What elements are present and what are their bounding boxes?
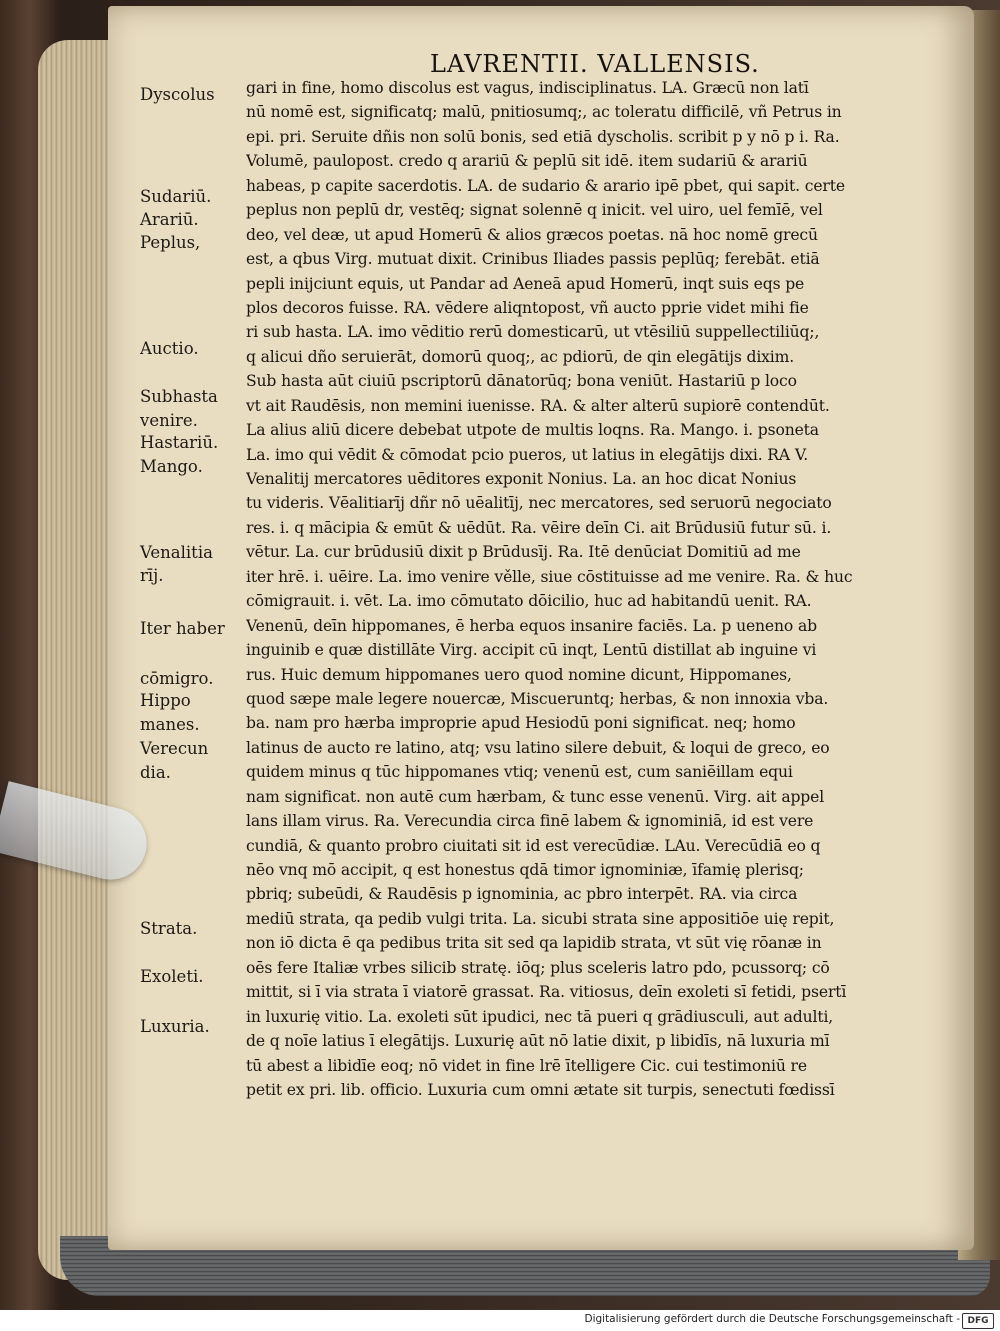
text-line: peplus non peplū dr, vestēq; signat solennē q inicit. vel uiro, uel femīē, vel	[246, 201, 823, 220]
text-line: nam significat. non autē cum hærbam, & tunc esse venenū. Virg. ait appel	[246, 787, 825, 806]
text-line: mittit, si ī via strata ī viatorē grassat. Ra. vitiosus, deīn exoleti sī fetidi, psertī	[246, 983, 847, 1002]
text-line: cōmigrauit. i. vēt. La. imo cōmutato dōicilio, huc ad habitandū uenit. RA.	[246, 592, 812, 611]
page-fore-edge	[38, 40, 118, 1280]
text-line: de q noīe latius ī elegātijs. Luxurię aūt nō latie dixit, p libidīs, nā luxuria mī	[246, 1032, 830, 1051]
text-line: quidem minus q tūc hippomanes vtiq; venenū est, cum saniēillam equi	[246, 763, 793, 782]
dfg-logo: DFG	[962, 1313, 994, 1329]
text-line: vētur. La. cur brūdusiū dixit p Brūdusīj. Ra. Itē denūciat Domitiū ad me	[246, 543, 801, 562]
margin-note: dia.	[140, 763, 171, 782]
text-line: tū abest a libidīe eoq; nō videt in fine lrē ītelligere Cic. cui testimoniū re	[246, 1056, 807, 1075]
text-line: latinus de aucto re latino, atq; vsu latino silere debuit, & loqui de greco, eo	[246, 738, 830, 757]
margin-note: cōmigro.	[140, 669, 214, 688]
margin-note: Strata.	[140, 919, 198, 938]
margin-note: Auctio.	[140, 339, 199, 358]
text-line: habeas, p capite sacerdotis. LA. de sudario & arario ipē pbet, qui sapit. certe	[246, 176, 845, 195]
text-line: non iō dicta ē qa pedibus trita sit sed qa lapidib strata, vt sūt vię rōanæ in	[246, 934, 822, 953]
body-text	[246, 76, 916, 1102]
margin-note: venire.	[140, 411, 198, 430]
margin-note: Luxuria.	[140, 1017, 210, 1036]
text-line: Venalitij mercatores uēditores exponit Nonius. La. an hoc dicat Nonius	[246, 470, 797, 488]
text-line: res. i. q mācipia & emūt & uēdūt. Ra. vēire deīn Ci. ait Brūdusiū futur sū. i.	[246, 518, 832, 537]
margin-note: manes.	[140, 715, 200, 734]
text-line: nū nomē est, significatq; malū, pnitiosumq;, ac toleratu difficilē, vñ Petrus in	[246, 103, 842, 122]
text-line: lans illam virus. Ra. Verecundia circa finē labem & ignominiā, id est vere	[246, 812, 814, 831]
margin-note: Subhasta	[140, 387, 218, 406]
text-line: petit ex pri. lib. officio. Luxuria cum omni ætate sit turpis, senectuti fœdissī	[246, 1080, 835, 1099]
margin-note: rīj.	[140, 566, 164, 585]
margin-note: Dyscolus	[140, 85, 215, 104]
text-line: ba. nam pro hærba improprie apud Hesiodū poni significat. neq; homo	[246, 714, 796, 733]
text-line: La. imo qui vēdit & cōmodat pcio pueros, ut latius in elegātijs dixi. RA V.	[246, 445, 809, 464]
text-line: rus. Huic demum hippomanes uero quod nomine dicunt, Hippomanes,	[246, 665, 792, 684]
text-line: epi. pri. Seruite dñis non solū bonis, sed etiā dyscholis. scribit p y nō p i. Ra.	[246, 127, 840, 146]
text-line: tu videris. Vēalitiarīj dñr nō uēalitīj, nec mercatores, sed seruorū negociato	[246, 494, 832, 513]
text-line: iter hrē. i. uēire. La. imo venire vělle, siue cōstituisse ad me venire. Ra. & huc	[246, 567, 853, 586]
text-line: in luxurię vitio. La. exoleti sūt ipudici, nec tā pueri q grādiusculi, aut adulti,	[246, 1007, 834, 1026]
text-line: pbriq; subeūdi, & Raudēsis p ignominia, ac pbro interpēt. RA. via circa	[246, 885, 798, 904]
margin-note: Peplus,	[140, 233, 201, 252]
text-line: inguinib e quæ distillāte Virg. accipit cū inqt, Lentū distillat ab inguine vi	[246, 641, 817, 660]
text-line: pepli inijciunt equis, ut Pandar ad Aeneā apud Homerū, inqt suis eqs pe	[246, 274, 805, 293]
text-line: nēo vnq mō accipit, q est honestus qdā timor ignominiæ, īfamię plerisq;	[246, 861, 804, 879]
margin-note: Mango.	[140, 457, 203, 476]
text-line: Sub hasta aūt ciuiū pscriptorū dānatorūq; bona veniūt. Hastariū p loco	[246, 372, 797, 391]
text-line: La alius aliū dicere debebat utpote de multis loqns. Ra. Mango. i. psoneta	[246, 421, 819, 440]
text-line: est, a qbus Virg. mutuat dixit. Crinibus Iliades passis peplūq; ferebāt. etiā	[246, 250, 820, 269]
margin-note: Hastariū.	[140, 433, 219, 452]
text-line: gari in fine, homo discolus est vagus, indisciplinatus. LA. Græcū non latī	[246, 79, 809, 97]
footer-credit: Digitalisierung gefördert durch die Deutsche Forschungsgemeinschaft -	[584, 1313, 960, 1325]
text-line: Venenū, deīn hippomanes, ē herba equos insanire faciēs. La. p ueneno ab	[246, 616, 817, 635]
text-line: Volumē, paulopost. credo q arariū & peplū sit idē. item sudariū & arariū	[246, 152, 808, 171]
margin-note: Venalitia	[140, 543, 213, 562]
text-line: vt ait Raudēsis, non memini iuenisse. RA. & alter alterū supiorē contendūt.	[246, 396, 830, 415]
text-line: deo, vel deæ, ut apud Homerū & alios græcos poetas. nā hoc nomē grecū	[246, 225, 818, 244]
running-title: LAVRENTII. VALLENSIS.	[430, 50, 760, 78]
margin-note: Sudariū.	[140, 187, 212, 206]
margin-note: Hippo	[140, 691, 191, 710]
text-line: plos decoros fuisse. RA. vēdere aliqntopost, vñ aucto pprie videt mihi fie	[246, 298, 809, 317]
margin-note: Exoleti.	[140, 967, 204, 986]
margin-note: Verecun	[140, 739, 209, 758]
text-line: quod sæpe male legere nouercæ, Miscueruntq; herbas, & non innoxia vba.	[246, 689, 829, 708]
text-line: mediū strata, qa pedib vulgi trita. La. sicubi strata sine appositiōe uię repit,	[246, 909, 835, 928]
text-line: oēs fere Italiæ vrbes silicib stratę. iōq; plus sceleris latro pdo, pcussorq; cō	[246, 958, 830, 977]
text-line: q alicui dño seruierāt, domorū quoq;, ac pdiorū, de qin elegātijs dixim.	[246, 347, 795, 366]
margin-note: Iter haber	[140, 619, 225, 638]
text-line: ri sub hasta. LA. imo vēditio rerū domesticarū, ut vtēsiliū suppellectiliūq;,	[246, 323, 820, 342]
margin-note: Arariū.	[140, 210, 199, 229]
text-line: cundiā, & quanto probro ciuitati sit id est verecūdiæ. LAu. Verecūdiā eo q	[246, 836, 821, 855]
